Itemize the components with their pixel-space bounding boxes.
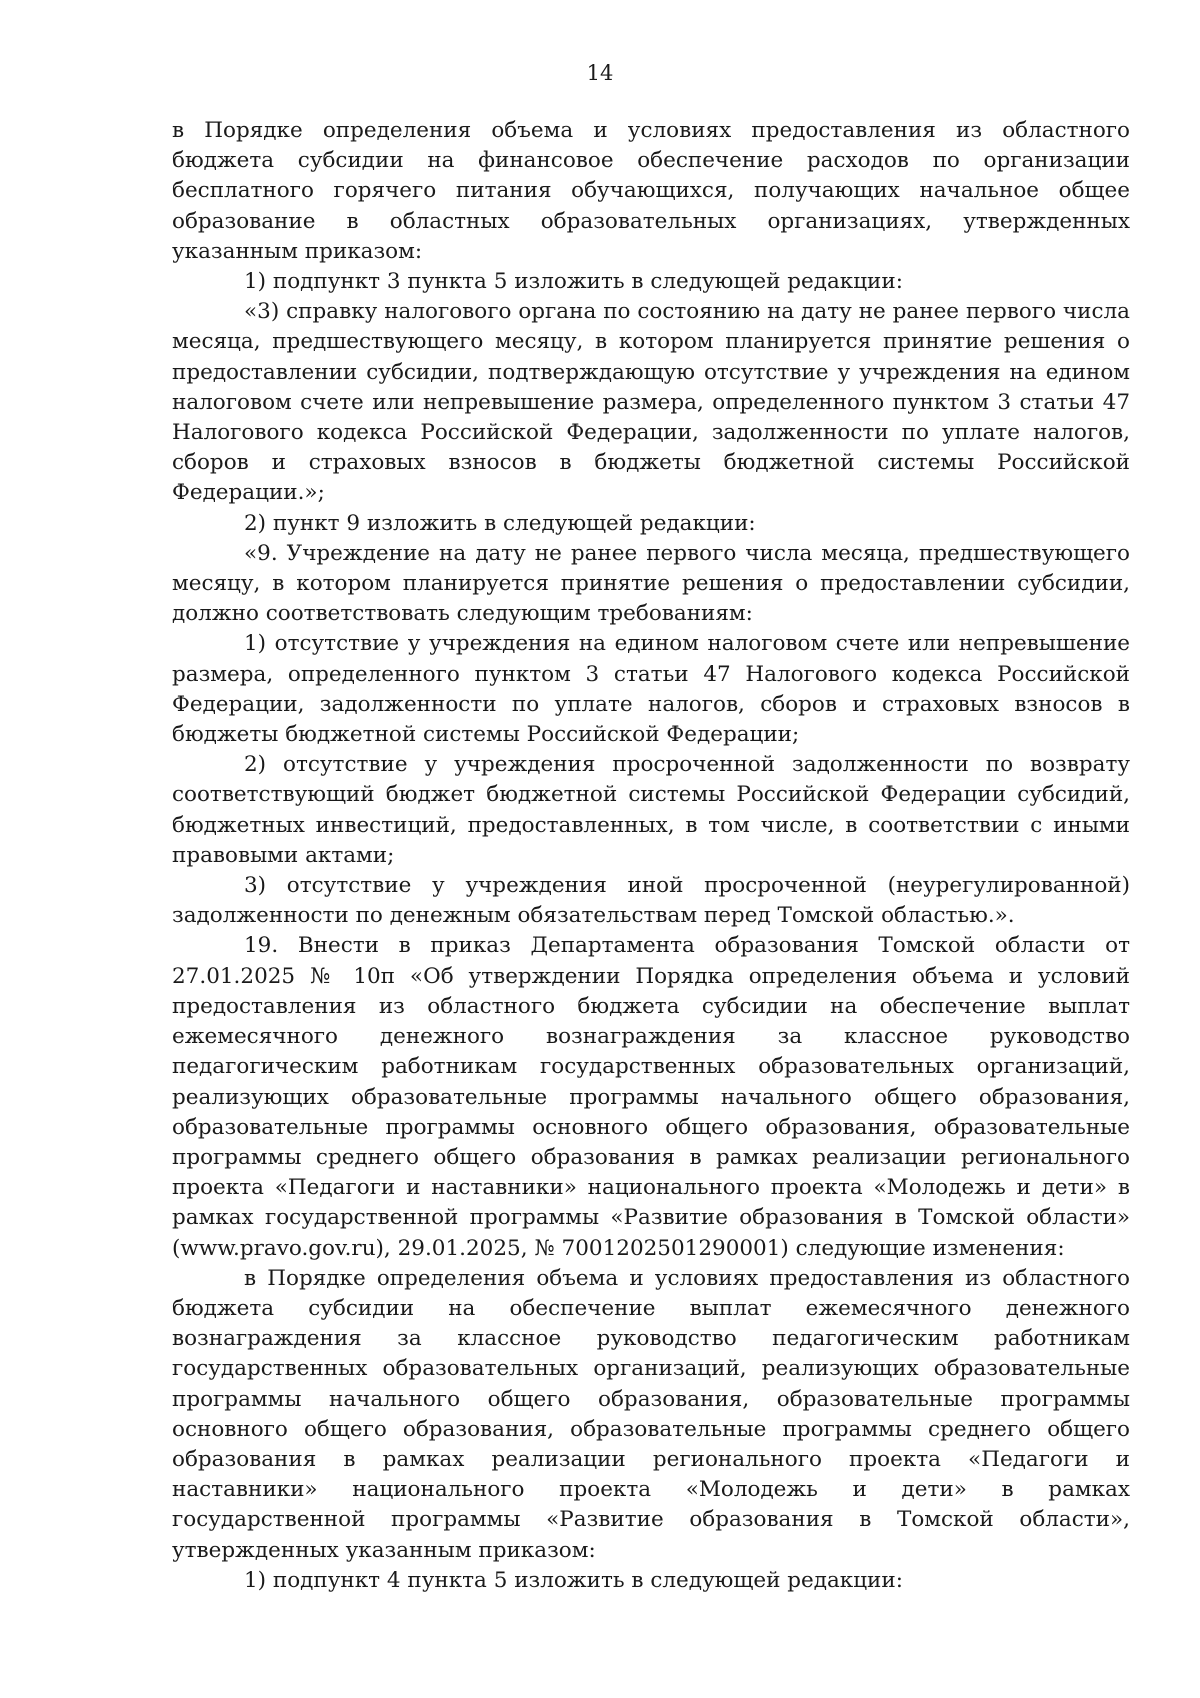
paragraph-order-procedure: в Порядке определения объема и условиях предоставления из областного бюджета субсидии на обеспечение выплат ежемесячного денежного вознаграждения за классное руководство педагогическим работникам государственных образовательных организаций, реализующих образовательные программы начального общего образования, образовательные программы основного общего образования, образовательные программы среднего общего образования в рамках реализации регионального проекта «Педагоги и наставники» национального проекта «Молодежь и дети» в рамках государственной программы «Развитие образования в Томской области», утвержденных указанным приказом: [172, 1265, 1130, 1563]
paragraph-subitem-3-text: «3) справку налогового органа по состоянию на дату не ранее первого числа месяца, предшествующего месяцу, в котором планируется принятие решения о предоставлении субсидии, подтверждающую отсутствие у учреждения на едином налоговом счете или непревышение размера, определенного пунктом 3 статьи 47 Налогового кодекса Российской Федерации, задолженности по уплате налогов, сборов и страховых взносов в бюджеты бюджетной системы Российской Федерации.»; [172, 299, 1130, 506]
paragraph-item-1-subitem-4-header: 1) подпункт 4 пункта 5 изложить в следующей редакции: [244, 1567, 903, 1593]
paragraph-section-19: 19. Внести в приказ Департамента образования Томской области от 27.01.2025 № 10п «Об утверждении Порядка определения объема и условий предоставления из областного бюджета субсидии на обеспечение выплат ежемесячного денежного вознаграждения за классное руководство педагогическим работникам государственных образовательных организаций, реализующих образовательные программы начального общего образования, образовательные программы основного общего образования, образовательные программы среднего общего образования в рамках реализации регионального проекта «Педагоги и наставники» национального проекта «Молодежь и дети» в рамках государственной программы «Развитие образования в Томской области» (www.pravo.gov.ru), 29.01.2025, № 7001202501290001) следующие изменения: [172, 933, 1130, 1261]
paragraph-requirement-1: 1) отсутствие у учреждения на едином налоговом счете или непревышение размера, определенного пунктом 3 статьи 47 Налогового кодекса Российской Федерации, задолженности по уплате налогов, сборов и страховых взносов в бюджеты бюджетной системы Российской Федерации; [172, 631, 1130, 748]
document-body [172, 116, 1130, 1596]
paragraph-point-9-text: «9. Учреждение на дату не ранее первого числа месяца, предшествующего месяцу, в котором планируется принятие решения о предоставлении субсидии, должно соответствовать следующим требованиям: [172, 540, 1130, 627]
paragraph-requirement-3: 3) отсутствие у учреждения иной просроченной (неурегулированной) задолженности по денежным обязательствам перед Томской областью.». [172, 873, 1130, 929]
page-number: 14 [586, 61, 614, 85]
paragraph-item-1-header: 1) подпункт 3 пункта 5 изложить в следующей редакции: [244, 269, 903, 295]
paragraph-requirement-2: 2) отсутствие у учреждения просроченной задолженности по возврату соответствующий бюджет бюджетной системы Российской Федерации субсидий, бюджетных инвестиций, предоставленных, в том числе, в соответствии с иными правовыми актами; [172, 752, 1130, 868]
paragraph-intro-order: в Порядке определения объема и условиях предоставления из областного бюджета субсидии на финансовое обеспечение расходов по организации бесплатного горячего питания обучающихся, получающих начальное общее образование в областных образовательных организациях, утвержденных указанным приказом: [172, 118, 1130, 264]
paragraph-item-2-header: 2) пункт 9 изложить в следующей редакции: [244, 510, 756, 536]
